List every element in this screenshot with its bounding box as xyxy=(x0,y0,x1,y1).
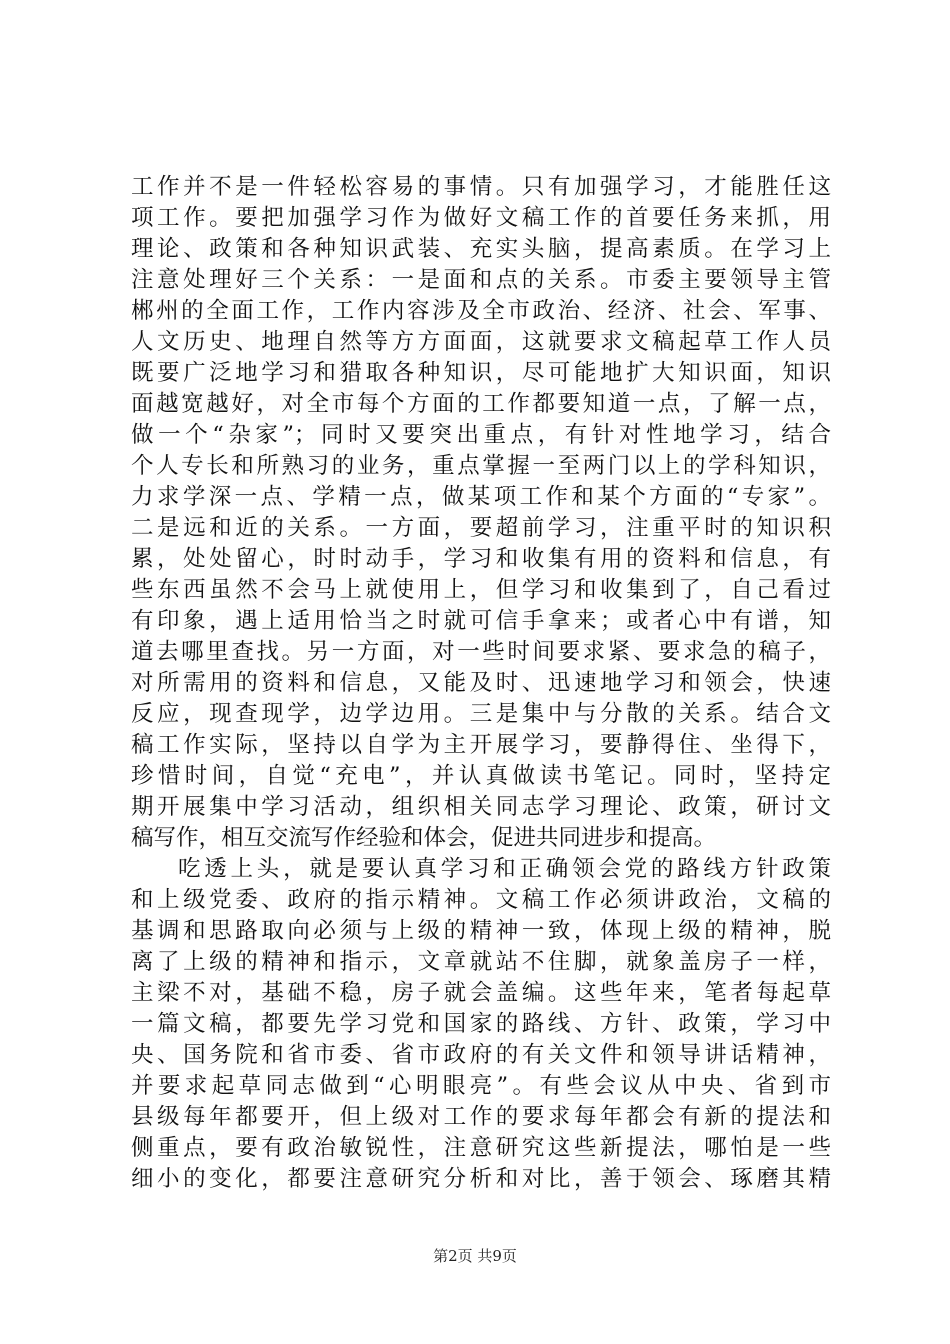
text-line: 累，处处留心，时时动手，学习和收集有用的资料和信息，有 xyxy=(131,546,831,572)
text-line: 珍惜时间，自觉“充电”，并认真做读书笔记。同时，坚持定 xyxy=(131,763,831,789)
text-line: 反应，现查现学，边学边用。三是集中与分散的关系。结合文 xyxy=(131,701,831,727)
text-line: 细小的变化，都要注意研究分析和对比，善于领会、琢磨其精 xyxy=(131,1166,831,1192)
text-line: 对所需用的资料和信息，又能及时、迅速地学习和领会，快速 xyxy=(131,670,831,696)
paragraph xyxy=(131,854,831,1195)
paragraph xyxy=(131,172,831,854)
text-line: 稿写作，相互交流写作经验和体会，促进共同进步和提高。 xyxy=(131,825,717,851)
text-line: 稿工作实际，坚持以自学为主开展学习，要静得住、坐得下， xyxy=(131,732,831,758)
text-line: 郴州的全面工作，工作内容涉及全市政治、经济、社会、军事、 xyxy=(131,298,831,324)
text-line: 一篇文稿，都要先学习党和国家的路线、方针、政策，学习中 xyxy=(131,1011,831,1037)
text-line: 县级每年都要开，但上级对工作的要求每年都会有新的提法和 xyxy=(131,1104,831,1130)
text-line: 工作并不是一件轻松容易的事情。只有加强学习，才能胜任这 xyxy=(131,174,831,200)
text-line: 并要求起草同志做到“心明眼亮”。有些会议从中央、省到市 xyxy=(131,1073,831,1099)
text-line: 二是远和近的关系。一方面，要超前学习，注重平时的知识积 xyxy=(131,515,831,541)
page-footer: 第2页 共9页 xyxy=(433,1247,517,1265)
text-line: 基调和思路取向必须与上级的精神一致，体现上级的精神，脱 xyxy=(131,918,831,944)
text-line: 主梁不对，基础不稳，房子就会盖编。这些年来，笔者每起草 xyxy=(131,980,831,1006)
text-line: 个人专长和所熟习的业务，重点掌握一至两门以上的学科知识， xyxy=(131,453,831,479)
text-line: 力求学深一点、学精一点，做某项工作和某个方面的“专家”。 xyxy=(131,484,831,510)
text-line: 离了上级的精神和指示，文章就站不住脚，就象盖房子一样， xyxy=(131,949,831,975)
text-line: 理论、政策和各种知识武装、充实头脑，提高素质。在学习上 xyxy=(131,236,831,262)
body-text xyxy=(131,172,831,1195)
text-line: 道去哪里查找。另一方面，对一些时间要求紧、要求急的稿子， xyxy=(131,639,831,665)
text-line: 吃透上头，就是要认真学习和正确领会党的路线方针政策 xyxy=(178,856,831,882)
text-line: 有印象，遇上适用恰当之时就可信手拿来；或者心中有谱，知 xyxy=(131,608,831,634)
text-line: 注意处理好三个关系：一是面和点的关系。市委主要领导主管 xyxy=(131,267,831,293)
text-line: 些东西虽然不会马上就使用上，但学习和收集到了，自己看过 xyxy=(131,577,831,603)
text-line: 期开展集中学习活动，组织相关同志学习理论、政策，研讨文 xyxy=(131,794,831,820)
text-line: 面越宽越好，对全市每个方面的工作都要知道一点，了解一点， xyxy=(131,391,831,417)
text-line: 做一个“杂家”；同时又要突出重点，有针对性地学习，结合 xyxy=(131,422,831,448)
text-line: 和上级党委、政府的指示精神。文稿工作必须讲政治，文稿的 xyxy=(131,887,831,913)
text-line: 既要广泛地学习和猎取各种知识，尽可能地扩大知识面，知识 xyxy=(131,360,831,386)
text-line: 项工作。要把加强学习作为做好文稿工作的首要任务来抓，用 xyxy=(131,205,831,231)
text-line: 人文历史、地理自然等方方面面，这就要求文稿起草工作人员 xyxy=(131,329,831,355)
text-line: 侧重点，要有政治敏锐性，注意研究这些新提法，哪怕是一些 xyxy=(131,1135,831,1161)
text-line: 央、国务院和省市委、省市政府的有关文件和领导讲话精神， xyxy=(131,1042,831,1068)
